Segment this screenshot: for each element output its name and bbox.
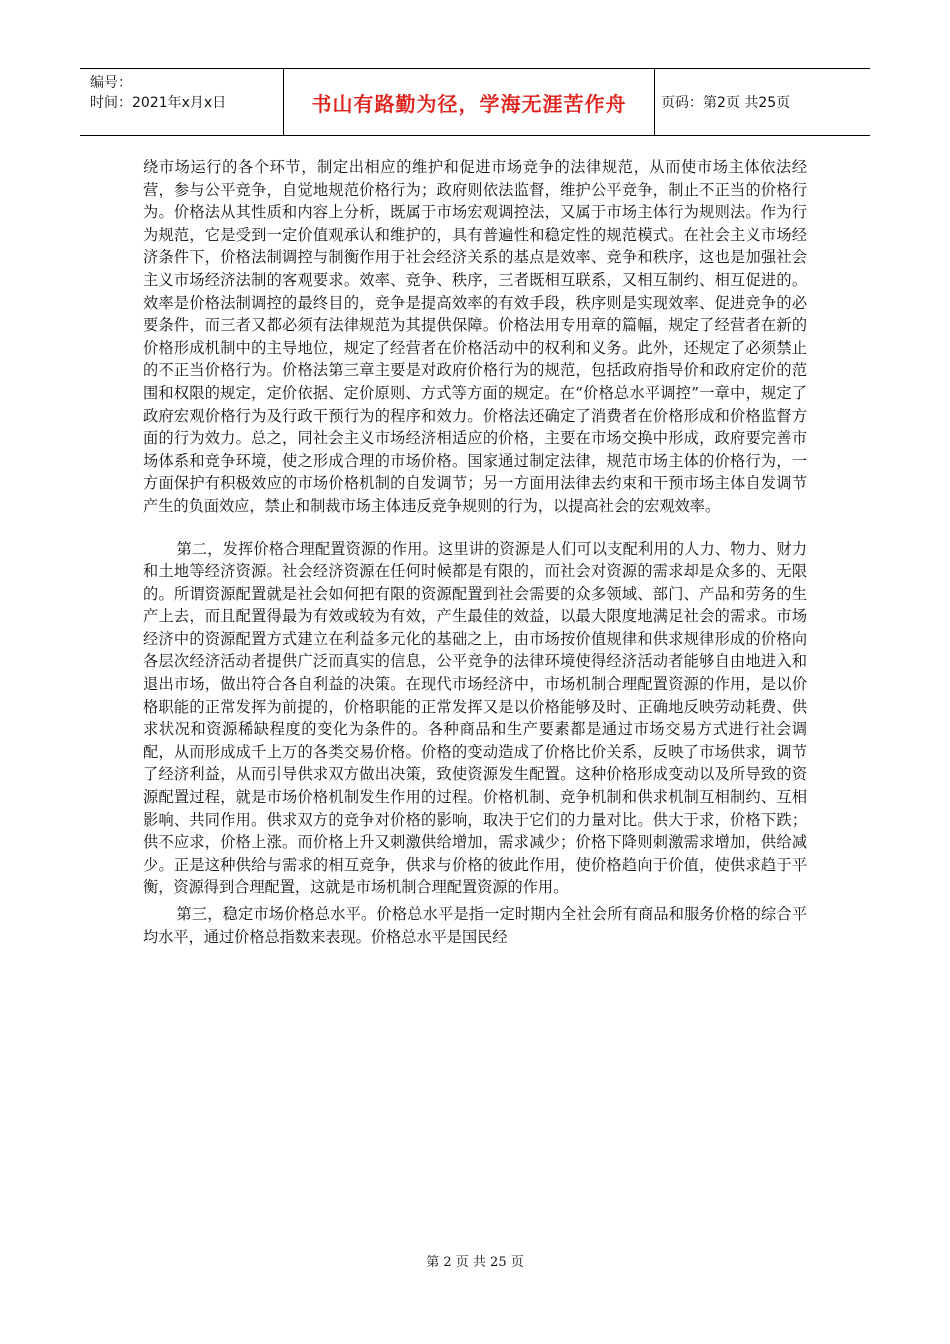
document-body <box>143 156 807 948</box>
page-label: 页码：第2页 共25页 <box>661 95 791 111</box>
paragraph-2: 第二，发挥价格合理配置资源的作用。这里讲的资源是人们可以支配利用的人力、物力、财力和土地等经济资源。社会经济资源在任何时候都是有限的，而社会对资源的需求却是众多的、无限的。所谓资源配置就是社会如何把有限的资源配置到社会需要的众多领域、部门、产品和劳务的生产上去，而且配置得最为有效或较为有效，产生最佳的效益，以最大限度地满足社会的需求。市场经济中的资源配置方式建立在利益多元化的基础之上，由市场按价值规律和供求规律形成的价格向各层次经济活动者提供广泛而真实的信息，公平竞争的法律环境使得经济活动者能够自由地进入和退出市场，做出符合各自利益的决策。在现代市场经济中，市场机制合理配置资源的作用，是以价格职能的正常发挥为前提的，价格职能的正常发挥又是以价格能够及时、正确地反映劳动耗费、供求状况和资源稀缺程度的变化为条件的。各种商品和生产要素都是通过市场交易方式进行社会调配，从而形成成千上万的各类交易价格。价格的变动造成了价格比价关系，反映了市场供求，调节了经济利益，从而引导供求双方做出决策，致使资源发生配置。这种价格形成变动以及所导致的资源配置过程，就是市场价格机制发生作用的过程。价格机制、竞争机制和供求机制互相制约、互相影响、共同作用。供求双方的竞争对价格的影响，取决于它们的力量对比。供大于求，价格下跌；供不应求，价格上涨。而价格上升又刺激供给增加，需求减少；价格下降则刺激需求增加，供给减少。正是这种供给与需求的相互竞争，供求与价格的彼此作用，使价格趋向于价值，使供求趋于平衡，资源得到合理配置，这就是市场机制合理配置资源的作用。 <box>143 539 807 897</box>
footer-page-number: 第 2 页 共 25 页 <box>426 1255 524 1270</box>
header-page-cell <box>655 69 870 135</box>
motto-text: 书山有路勤为径，学海无涯苦作舟 <box>311 91 627 116</box>
time-label: 时间：2021年x月x日 <box>90 95 227 111</box>
paragraph-3: 第三，稳定市场价格总水平。价格总水平是指一定时期内全社会所有商品和服务价格的综合平均水平，通过价格总指数来表现。价格总水平是国民经 <box>143 905 807 946</box>
header-meta <box>80 69 284 135</box>
page-header <box>80 68 870 136</box>
paragraph-1: 绕市场运行的各个环节，制定出相应的维护和促进市场竞争的法律规范，从而使市场主体依法经营，参与公平竞争，自觉地规范价格行为；政府则依法监督，维护公平竞争，制止不正当的价格行为。价格法从其性质和内容上分析，既属于市场宏观调控法，又属于市场主体行为规则法。作为行为规范，它是受到一定价值观承认和维护的，具有普遍性和稳定性的规范模式。在社会主义市场经济条件下，价格法制调控与制衡作用于社会经济关系的基点是效率、竞争和秩序，这也是加强社会主义市场经济法制的客观要求。效率、竞争、秩序，三者既相互联系，又相互制约、相互促进的。效率是价格法制调控的最终目的，竞争是提高效率的有效手段，秩序则是实现效率、促进竞争的必要条件，而三者又都必须有法律规范为其提供保障。价格法用专用章的篇幅，规定了经营者在新的价格形成机制中的主导地位，规定了经营者在价格活动中的权利和义务。此外，还规定了必须禁止的不正当价格行为。价格法第三章主要是对政府价格行为的规范，包括政府指导价和政府定价的范围和权限的规定，定价依据、定价原则、方式等方面的规定。在“价格总水平调控”一章中，规定了政府宏观价格行为及行政干预行为的程序和效力。价格法还确定了消费者在价格形成和价格监督方面的行为效力。总之，同社会主义市场经济相适应的价格，主要在市场交换中形成，政府要完善市场体系和竞争环境，使之形成合理的市场价格。国家通过制定法律，规范市场主体的价格行为，一方面保护有积极效应的市场价格机制的自发调节；另一方面用法律去约束和干预市场主体自发调节产生的负面效应，禁止和制裁市场主体违反竞争规则的行为，以提高社会的宏观效率。 <box>143 158 807 515</box>
page-footer <box>0 1251 950 1270</box>
serial-label: 编号： <box>90 75 132 91</box>
header-motto-cell <box>284 69 655 135</box>
